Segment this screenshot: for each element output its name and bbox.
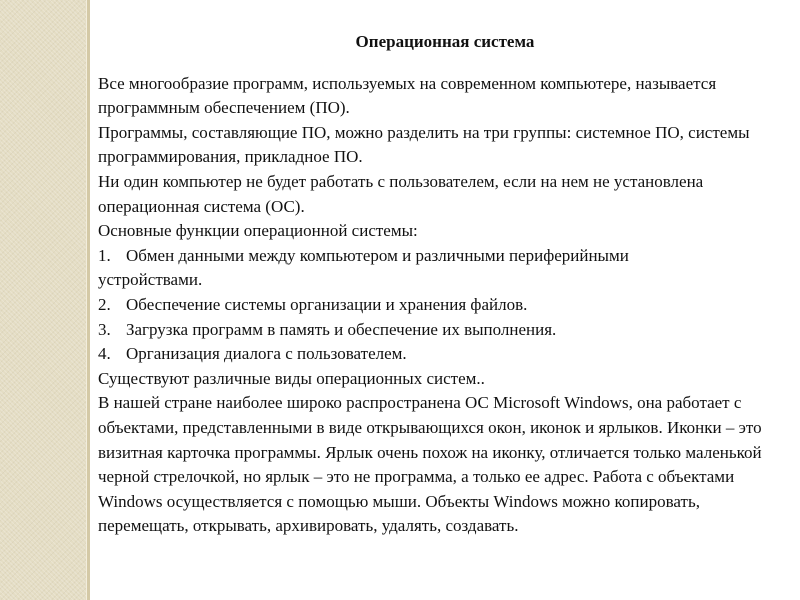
paragraph-os-kinds: Существуют различные виды операционных систем.. — [98, 368, 485, 388]
list-item-number: 1. — [98, 245, 111, 265]
list-item — [98, 342, 784, 367]
os-functions-list — [98, 244, 784, 367]
list-item — [98, 244, 784, 293]
paragraph-os-functions-heading: Основные функции операционной системы: — [98, 221, 418, 241]
list-item-text: Обеспечение системы организации и хранения файлов. — [126, 294, 528, 314]
decorative-strip-border — [86, 0, 90, 600]
paragraph-software-definition: Все многообразие программ, используемых на современном компьютере, называется программным обеспечением (ПО). — [98, 73, 717, 118]
paragraph-software-groups: Программы, составляющие ПО, можно разделить на три группы: системное ПО, системы программирования, прикладное ПО. — [98, 122, 750, 167]
slide-title: Операционная система — [355, 32, 535, 51]
list-item-number: 4. — [98, 344, 111, 364]
list-item-text: Обмен данными между компьютером и различными периферийными — [126, 245, 629, 265]
paragraph-os-required: Ни один компьютер не будет работать с пользователем, если на нем не установлена операционная система (ОС). — [98, 171, 704, 216]
list-item-text: Организация диалога с пользователем. — [126, 344, 407, 364]
slide-content — [98, 30, 784, 539]
paragraph-windows-description: В нашей стране наиболее широко распространена ОС Microsoft Windows, она работает с объектами, представленными в виде открывающихся окон, иконок и ярлыков. Иконки – это визитная карточка программы. Ярлык очень похож на иконку, отличается только маленькой черной стрелочкой, но ярлык – это не программа, а только ее адрес. Работа с объектами Windows осуществляется с помощью мыши. Объекты Windows можно копировать, перемещать, открывать, архивировать, удалять, создавать. — [98, 393, 762, 536]
list-item — [98, 318, 784, 343]
list-item-number: 2. — [98, 294, 111, 314]
list-item-number: 3. — [98, 319, 111, 339]
list-item-text: Загрузка программ в память и обеспечение их выполнения. — [126, 319, 557, 339]
list-item — [98, 293, 784, 318]
list-item-continuation: устройствами. — [98, 270, 203, 290]
decorative-side-strip — [0, 0, 86, 600]
